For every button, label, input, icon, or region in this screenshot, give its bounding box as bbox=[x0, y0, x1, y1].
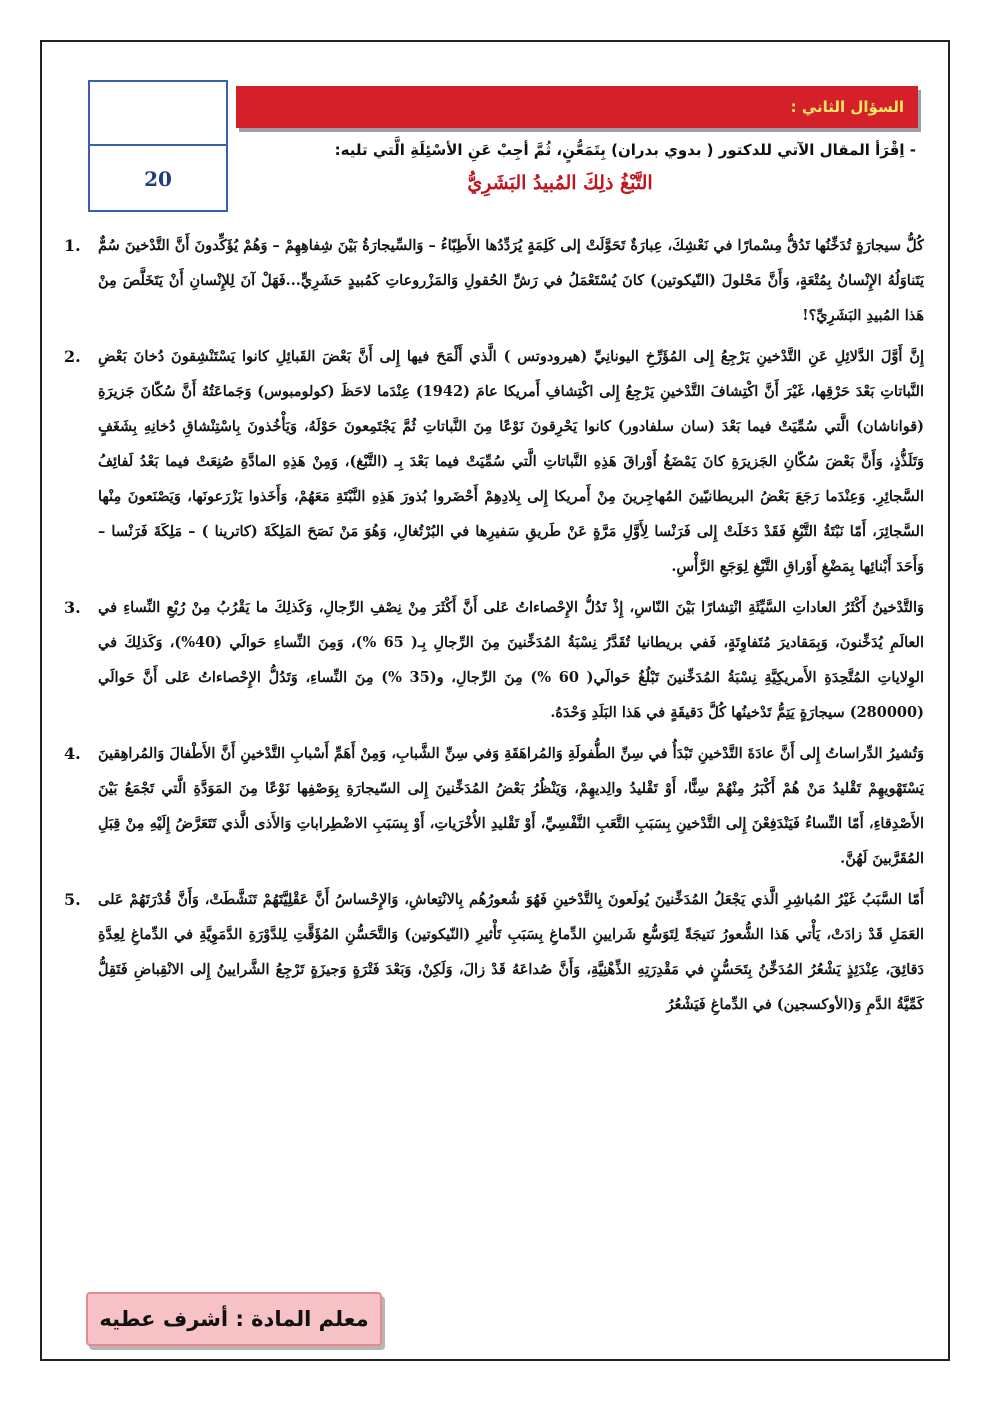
paragraph-text: كُلُّ سيجارَةٍ تُدَخِّنُها تَدُقُّ مِسْمارًا في نَعْشِكَ، عِبارَةٌ تَحَوَّلَتْ إلى كَلِمَةٍ يُرَدِّدُها الأَطِبّاءُ – وَالسِّيجارَةُ بَيْنَ شِفاهِهِمْ – وَهُمْ يُؤَكِّدونَ أَنَّ التَّدْخينَ سُمٌّ يَتَناوَلُهُ الإِنْسانُ بِمُتْعَةٍ، وَأَنَّ مَحْلولَ (النّيكوتين) كانَ يُسْتَعْمَلُ في رَشِّ الحُقولِ وَالمَزْروعاتِ كَمُبيدٍ حَشَرِيٍّ...فَهَلْ آنَ لِلإِنْسانِ أَنْ يَتَخَلَّصَ مِنْ هَذا المُبيدِ البَشَرِيِّ؟! bbox=[98, 237, 924, 324]
paragraph-3 bbox=[64, 590, 924, 730]
paragraph-number: 3. bbox=[64, 598, 81, 617]
score-value: 20 bbox=[144, 167, 172, 191]
teacher-name-box: معلم المادة : أشرف عطيه bbox=[86, 1292, 382, 1346]
score-box bbox=[88, 80, 228, 212]
instruction-text: - اِقْرَأ المقال الآتي للدكتور ( بدوي بدران) بِتَمَعُّنٍ، ثُمَّ أجِبْ عَنِ الأسْئِلَةِ الَّتي تليه: bbox=[334, 141, 916, 159]
paragraph-4 bbox=[64, 736, 924, 876]
paragraph-number: 1. bbox=[64, 236, 81, 255]
paragraph-number: 5. bbox=[64, 890, 81, 909]
paragraph-2 bbox=[64, 339, 924, 584]
paragraph-text: إِنَّ أَوَّلَ الدَّلائِلِ عَنِ التَّدْخينِ يَرْجِعُ إِلى المُؤَرِّخِ اليونانِيِّ (هيرودوتس ) الَّذي أَلْمَحَ فيها إِلى أَنَّ بَعْضَ القَبائِلِ كانوا يَسْتَنْشِقونَ دُخانَ بَعْضِ النَّباتاتِ بَعْدَ حَرْقِها، غَيْرَ أَنَّ اكْتِشافَ التَّدْخينِ يَرْجِعُ إِلى اكْتِشافِ أَمريكا عامَ (1942) عِنْدَما لاحَظَ (كولومبوس) وَجَماعَتُهُ أَنَّ سُكّانَ جَزيرَةِ (قواناشان) الَّتي سُمِّيَتْ فيما بَعْدَ (سان سلفادور) كانوا يَحْرِقونَ نَوْعًا مِنَ النَّباتاتِ ثُمَّ يَجْتَمِعونَ حَوْلَهُ، وَيَأْخُذونَ بِاسْتِنْشاقِ دُخانِهِ بِشَغَفٍ وَتَلَذُّذٍ، وَأَنَّ بَعْضَ سُكّانِ الجَزيرَةِ كانَ يَمْضَغُ أَوْراقَ هَذِهِ النَّباتاتِ الَّتي سُمِّيَتْ فيما بَعْدَ بِـ (التَّبْغ)، وَمِنْ هَذِهِ المادَّةِ صُنِعَتْ فيما بَعْدُ لَفائِفُ السَّجائِرِ. وَعِنْدَما رَجَعَ بَعْضُ البريطانيّينَ المُهاجِرينَ مِنْ أَمريكا إِلى بِلادِهِمْ أَحْضَروا بُذورَ هَذِهِ النَّبْتَةِ مَعَهُمْ، وَأَخَذوا يَزْرَعونَها، وَيَصْنَعونَ مِنْها السَّجائِرَ، أَمّا نَبْتَةُ التَّبْغِ فَقَدْ دَخَلَتْ إِلى فَرَنْسا لِأَوَّلِ مَرَّةٍ عَنْ طَريقِ سَفيرِها في البُرْتُغالِ، وَهُوَ مَنْ نَصَحَ المَلِكَةَ (كاترينا ) – مَلِكَةَ فَرَنْسا – وَأَحَدَ أَبْنائِها بِمَضْغِ أَوْراقِ التَّبْغِ لِوَجَعِ الرَّأْسِ. bbox=[98, 348, 924, 575]
paragraph-1 bbox=[64, 228, 924, 333]
paragraph-text: وَالتَّدْخينُ أَكْثَرُ العاداتِ السَّيِّئَةِ انْتِشارًا بَيْنَ النّاسِ، إِذْ تَدُلُّ الإِحْصاءاتُ عَلى أَنَّ أَكْثَرَ مِنْ نِصْفِ الرِّجالِ، وَكَذلِكَ ما يَقْرُبُ مِنْ رُبْعِ النِّساءِ في العالَمِ يُدَخِّنونَ، وَبِمَقاديرَ مُتَفاوِتَةٍ، فَفي بريطانيا تُقَدَّرُ نِسْبَةُ المُدَخِّنينَ مِنَ الرِّجالِ بِـ( 65 %)، وَمِنَ النِّساءِ حَوالَي (40%)، وَكَذلِكَ في الوِلاياتِ المُتَّحِدَةِ الأَمريكِيَّةِ نِسْبَةُ المُدَخِّنينَ تَبْلُغُ حَوالَي( 60 %) مِنَ الرِّجالِ، و(35 %) مِنَ النِّساءِ، وَتَدُلُّ الإِحْصاءاتُ عَلى أَنَّ حَوالَي (280000) سيجارَةٍ يَتِمُّ تَدْخينُها كُلَّ دَقيقَةٍ في هَذا البَلَدِ وَحْدَهُ. bbox=[98, 599, 924, 721]
section-title: السؤال الثاني : bbox=[790, 98, 904, 116]
paragraph-number: 4. bbox=[64, 744, 81, 763]
paragraph-text: أَمّا السَّبَبُ غَيْرُ المُباشِرِ الَّذي يَجْعَلُ المُدَخِّنينَ يُولَعونَ بِالتَّدْخينِ فَهُوَ شُعورُهُم بِالانْتِعاشِ، وَالإِحْساسُ أَنَّ عَقْلِيَّتَهُمْ تَنَشَّطَتْ، وَأَنَّ قُدْرَتَهُمْ عَلى العَمَلِ قَدْ زادَتْ، يَأْتي هَذا الشُّعورُ نَتيجَةً لِتَوَسُّعِ شَرايينِ الدِّماغِ بِسَبَبِ تَأْثيرِ (النّيكوتين) وَالتَّحَسُّنِ المُؤَقَّتِ لِلدَّوْرَةِ الدَّمَوِيَّةِ في الدِّماغِ لِعِدَّةِ دَقائِقَ، عِنْدَئِذٍ يَشْعُرُ المُدَخِّنُ بِتَحَسُّنٍ في مَقْدِرَتِهِ الذِّهْنِيَّةِ، وَأَنَّ صُداعَهُ قَدْ زالَ، وَلَكِنْ، وَبَعْدَ فَتْرَةٍ وَجيزَةٍ تَرْجِعُ الشَّرايينُ إِلى الانْقِباضِ فَتَقِلُّ كَمِّيَّةُ الدَّمِ وَ(الأوكسجين) في الدِّماغِ فَيَشْعُرُ bbox=[98, 891, 924, 1013]
paragraph-5 bbox=[64, 882, 924, 1022]
article-body bbox=[64, 228, 924, 1288]
paragraph-number: 2. bbox=[64, 347, 81, 366]
article-title: التَّبْغُ ذلِكَ المُبيدُ البَشَرِيُّ bbox=[467, 172, 653, 194]
paragraph-text: وَتُشيرُ الدِّراساتُ إِلى أَنَّ عادَةَ التَّدْخينِ تَبْدَأُ في سِنِّ الطُّفولَةِ وَالمُراهَقَةِ وَفي سِنِّ الشَّبابِ، وَمِنْ أَهَمِّ أَسْبابِ التَّدْخينِ أَنَّ الأَطْفالَ وَالمُراهِقينَ يَسْتَهْويهِمْ تَقْليدُ مَنْ هُمْ أَكْبَرُ مِنْهُمْ سِنًّا، أَوْ تَقْليدُ والِديهِمْ، وَيَنْظُرُ بَعْضُ المُدَخِّنينَ إِلى السّيجارَةِ بِوَصْفِها نَوْعًا مِنَ المَوَدَّةِ الَّتي تَجْمَعُ بَيْنَ الأَصْدِقاءِ، أَمّا النِّساءُ فَيَنْدَفِعْنَ إِلى التَّدْخينِ بِسَبَبِ التَّعَبِ النَّفْسِيِّ، أَوْ تَقْليدِ الأُخْرَياتِ، أَوْ بِسَبَبِ الاضْطِراباتِ وَالأَذى الَّذي تَتَعَرَّضُ إِلَيْهِ مِنْ قِبَلِ المُقَرَّبينَ لَهُنَّ. bbox=[98, 745, 924, 867]
section-banner bbox=[236, 86, 918, 128]
score-blank-cell bbox=[90, 82, 226, 146]
